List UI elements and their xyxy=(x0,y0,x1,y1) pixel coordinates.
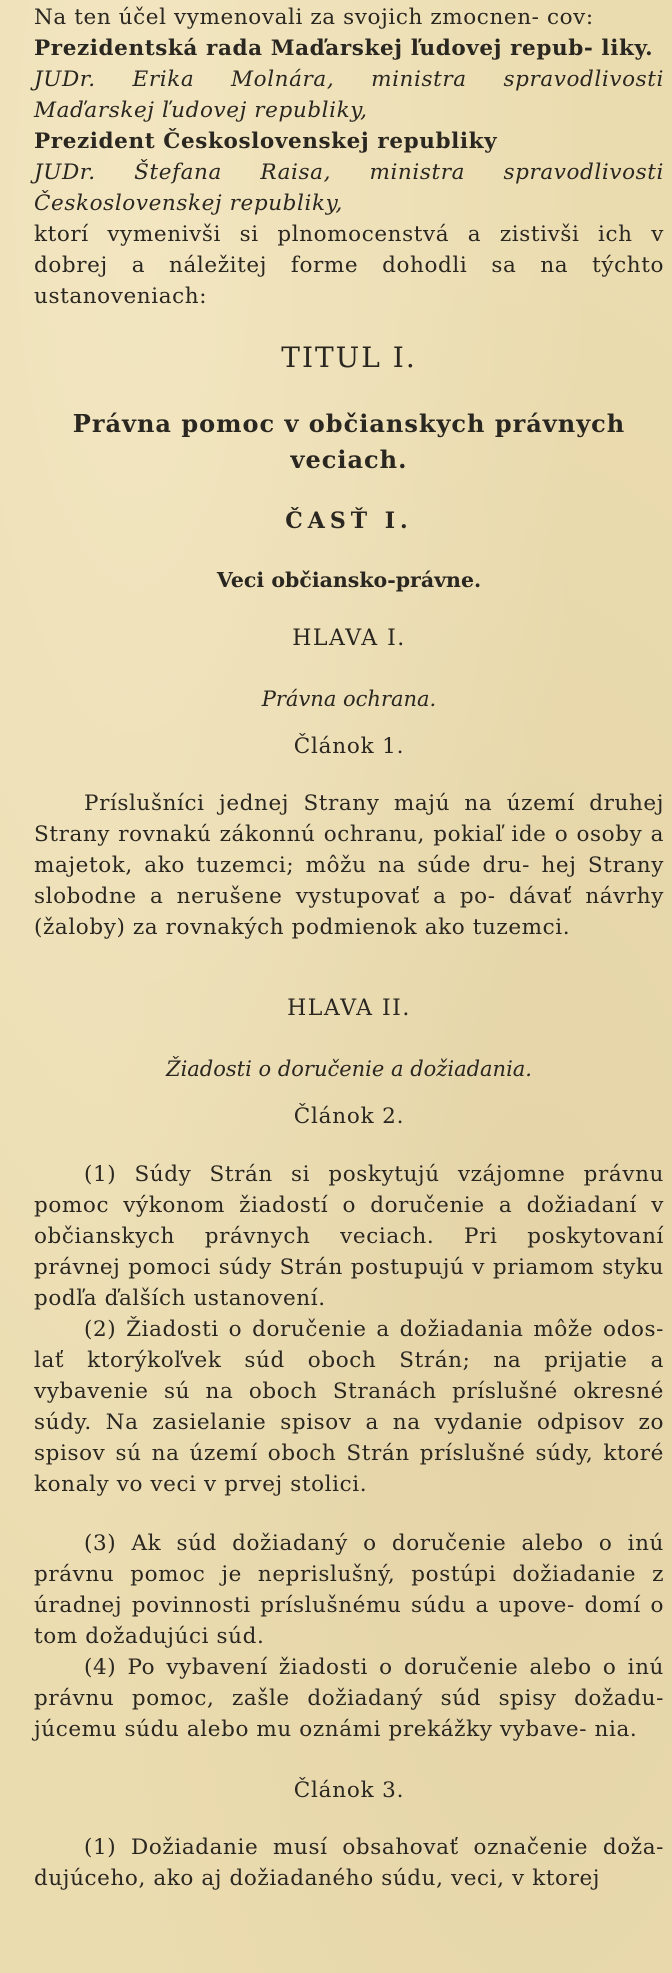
intro-line: Na ten účel vymenovali za svojich zmocnen- cov: xyxy=(34,5,594,30)
document-page xyxy=(34,0,664,1973)
clanok2-para2: (2) Žiadosti o doručenie a dožiadania môže odos- lať ktorýkoľvek súd oboch Strán; na prijatie a vybavenie sú na oboch Stranách príslušné okresné súdy. Na zasielanie spisov a na vydanie odpisov zo spisov sú na území oboch Strán príslušné súdy, ktoré konaly vo veci v prvej stolici. xyxy=(34,1316,664,1497)
clanok1-text: Príslušníci jednej Strany majú na území druhej Strany rovnakú zákonnú ochranu, pokiaľ ide o osoby a majetok, ako tuzemci; môžu na súde dru- hej Strany slobodne a nerušene vystupovať a po- dávať návrhy (žaloby) za rovnakých podmienok ako tuzemci. xyxy=(34,791,664,940)
clanok2-para4: (4) Po vybavení žiadosti o doručenie alebo o inú právnu pomoc, zašle dožiadaný súd spisy dožadu- júcemu súdu alebo mu oznámi prekážky vybave- nia. xyxy=(34,1654,664,1742)
cast-heading: Veci občiansko-právne. xyxy=(216,568,482,592)
hlava1-subtitle: Právna ochrana. xyxy=(261,686,437,711)
titul-label: TITUL I. xyxy=(281,341,417,374)
clanok3-label: Článok 3. xyxy=(293,1777,405,1803)
titul-heading: Právna pomoc v občianskych právnych veciach. xyxy=(72,409,626,474)
clanok2-para1: (1) Súdy Strán si poskytujú vzájomne právnu pomoc výkonom žiadostí o doručenie a dožiadaní v občianskych právnych veciach. Pri poskytovaní právnej pomoci súdy Strán postupujú v priamom styku podľa ďalších ustanovení. xyxy=(34,1161,664,1311)
clanok1-label: Článok 1. xyxy=(293,733,405,759)
party1-label: Prezidentská rada Maďarskej ľudovej repub- liky. xyxy=(34,36,654,61)
clanok2-label: Článok 2. xyxy=(293,1104,405,1129)
clanok3-para1: (1) Dožiadanie musí obsahovať označenie doža- dujúceho, ako aj dožiadaného súdu, veci, v ktorej xyxy=(34,1835,664,1891)
intro-closing: ktorí vymenivši si plnomocenstvá a zistivši ich v dobrej a náležitej forme dohodli sa na týchto ustanoveniach: xyxy=(34,222,664,309)
party1-rep-text: JUDr. Erika Molnára, ministra spravodlivosti Maďarskej ľudovej republiky, xyxy=(34,67,664,123)
cast-label: ČASŤ I. xyxy=(285,508,413,534)
hlava2-label: HLAVA II. xyxy=(287,996,411,1021)
hlava2-subtitle: Žiadosti o doručenie a dožiadania. xyxy=(165,1057,532,1081)
hlava1-label: HLAVA I. xyxy=(292,625,406,651)
party2-label: Prezident Československej republiky xyxy=(34,129,498,154)
party2-representative: JUDr. Štefana Raisa, ministra spravodlivosti Československej republiky, xyxy=(34,160,664,216)
party1-representative xyxy=(34,64,664,126)
clanok2-para3: (3) Ak súd dožiadaný o doručenie alebo o inú právnu pomoc je neprislušný, postúpi dožiadanie z úradnej povinnosti príslušnému súdu a upove- domí o tom dožadujúci súd. xyxy=(34,1530,664,1649)
